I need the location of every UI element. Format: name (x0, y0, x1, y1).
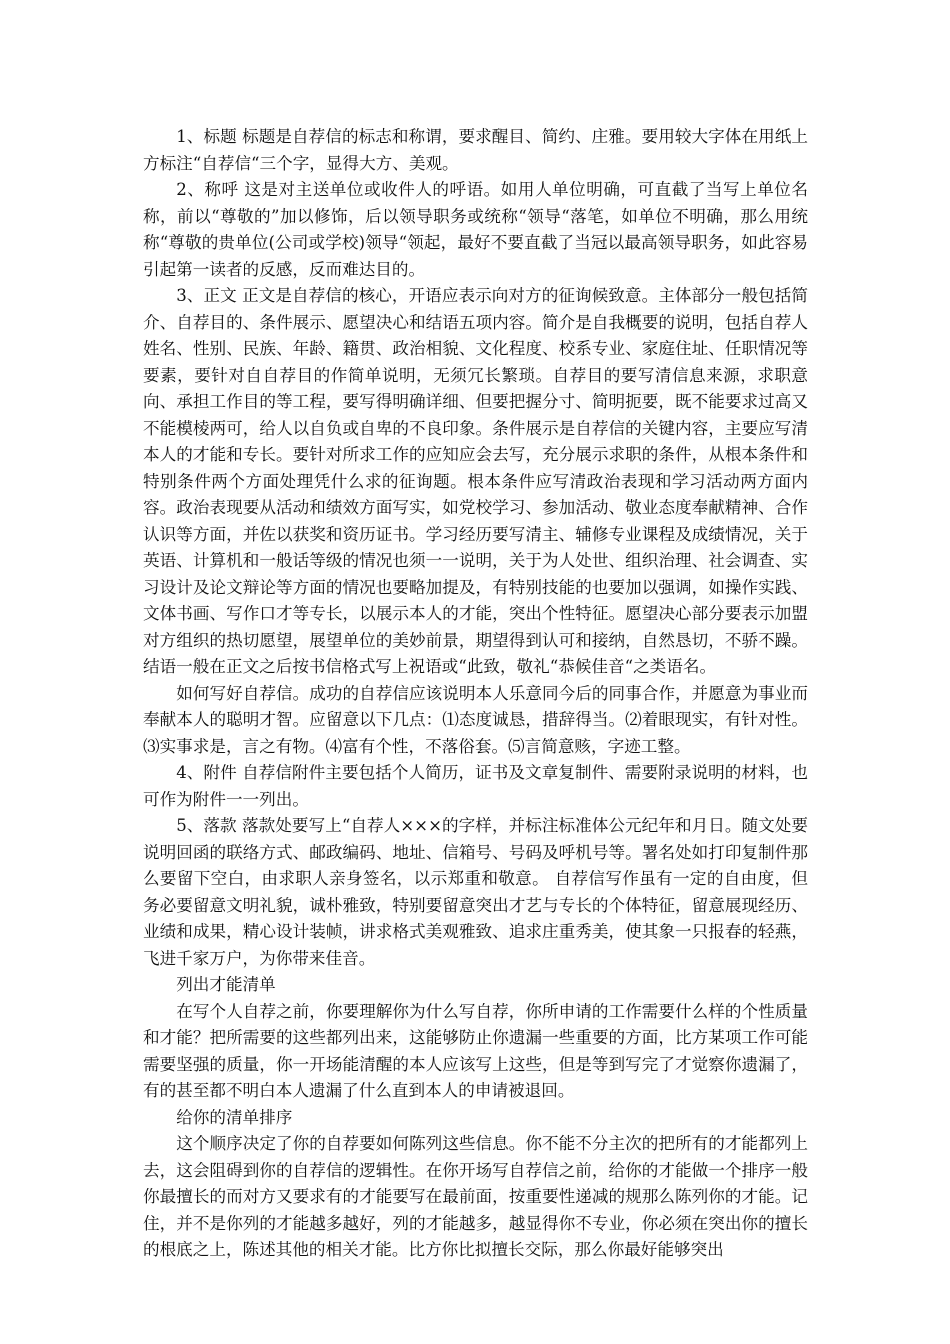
heading-sort-list: 给你的清单排序 (176, 1107, 293, 1127)
paragraph-signature-section: 5、落款 落款处要写上“自荐人×××的字样，并标注标准体公元纪年和月日。随文处要说明回函的联络方式、邮政编码、地址、信箱号、号码及呼机号等。署名处如打印复制件那么要留下空白，由求职人亲身签名，以示郑重和敬意。 自荐信写作虽有一定的自由度，但务必要留意文明礼貌，诚朴雅致，特别要留意突出才艺与专长的个体特征，留意展现经历、业绩和成果，精心设计装帧，讲求格式美观雅致、追求庄重秀美，使其象一只报春的轻燕，飞进千家万户，为你带来佳音。 (143, 816, 808, 968)
paragraph-salutation-section: 2、称呼 这是对主送单位或收件人的呼语。如用人单位明确，可直截了当写上单位名称，前以“尊敬的”加以修饰，后以领导职务或统称“领导“落笔，如单位不明确，那么用统称“尊敬的贵单位(公司或学校)领导“领起，最好不要直截了当冠以最高领导职务，如此容易引起第一读者的反感，反而难达目的。 (143, 180, 808, 279)
document-body (143, 124, 808, 1264)
paragraph-attachment-section: 4、附件 自荐信附件主要包括个人简历，证书及文章复制件、需要附录说明的材料，也可作为附件一一列出。 (143, 763, 808, 809)
paragraph-how-to-write: 如何写好自荐信。成功的自荐信应该说明本人乐意同今后的同事合作，并愿意为事业而奉献本人的聪明才智。应留意以下几点：⑴态度诚恳，措辞得当。⑵着眼现实，有针对性。⑶实事求是，言之有物。⑷富有个性，不落俗套。⑸言简意赅，字迹工整。 (143, 683, 808, 756)
paragraph-sort-list: 这个顺序决定了你的自荐要如何陈列这些信息。你不能不分主次的把所有的才能都列上去，这会阻碍到你的自荐信的逻辑性。在你开场写自荐信之前，给你的才能做一个排序一般你最擅长的而对方又要求有的才能要写在最前面，按重要性递减的规那么陈列你的才能。记住，并不是你列的才能越多越好，列的才能越多，越显得你不专业，你必须在突出你的擅长的根底之上，陈述其他的相关才能。比方你比拟擅长交际，那么你最好能够突出 (143, 1134, 808, 1259)
paragraph-title-section: 1、标题 标题是自荐信的标志和称谓，要求醒目、简约、庄雅。要用较大字体在用纸上方标注“自荐信“三个字，显得大方、美观。 (143, 127, 808, 173)
paragraph-body-section: 3、正文 正文是自荐信的核心，开语应表示向对方的征询候致意。主体部分一般包括简介、自荐目的、条件展示、愿望决心和结语五项内容。简介是自我概要的说明，包括自荐人姓名、性别、民族、年龄、籍贯、政治相貌、文化程度、校系专业、家庭住址、任职情况等要素，要针对自自荐目的作简单说明，无须冗长繁琐。自荐目的要写清信息来源，求职意向、承担工作目的等工程，要写得明确详细、但要把握分寸、简明扼要，既不能要求过高又不能模棱两可，给人以自负或自卑的不良印象。条件展示是自荐信的关键内容，主要应写清本人的才能和专长。要针对所求工作的应知应会去写，充分展示求职的条件，从根本条件和特别条件两个方面处理凭什么求的征询题。根本条件应写清政治表现和学习活动两方面内容。政治表现要从活动和绩效方面写实，如党校学习、参加活动、敬业态度奉献精神、合作认识等方面，并佐以获奖和资历证书。学习经历要写清主、辅修专业课程及成绩情况，关于英语、计算机和一般话等级的情况也须一一说明，关于为人处世、组织治理、社会调查、实习设计及论文辩论等方面的情况也要略加提及，有特别技能的也要加以强调，如操作实践、文体书画、写作口才等专长，以展示本人的才能，突出个性特征。愿望决心部分要表示加盟对方组织的热切愿望，展望单位的美妙前景，期望得到认可和接纳，自然恳切，不骄不躁。结语一般在正文之后按书信格式写上祝语或“此致，敬礼“恭候佳音“之类语名。 (143, 286, 808, 676)
heading-list-abilities: 列出才能清单 (176, 975, 276, 994)
paragraph-list-abilities: 在写个人自荐之前，你要理解你为什么写自荐，你所申请的工作需要什么样的个性质量和才能？把所需要的这些都列出来，这能够防止你遗漏一些重要的方面，比方某项工作可能需要坚强的质量，你一开场能清醒的本人应该写上这些，但是等到写完了才觉察你遗漏了，有的甚至都不明白本人遗漏了什么直到本人的申请被退回。 (143, 1001, 808, 1100)
